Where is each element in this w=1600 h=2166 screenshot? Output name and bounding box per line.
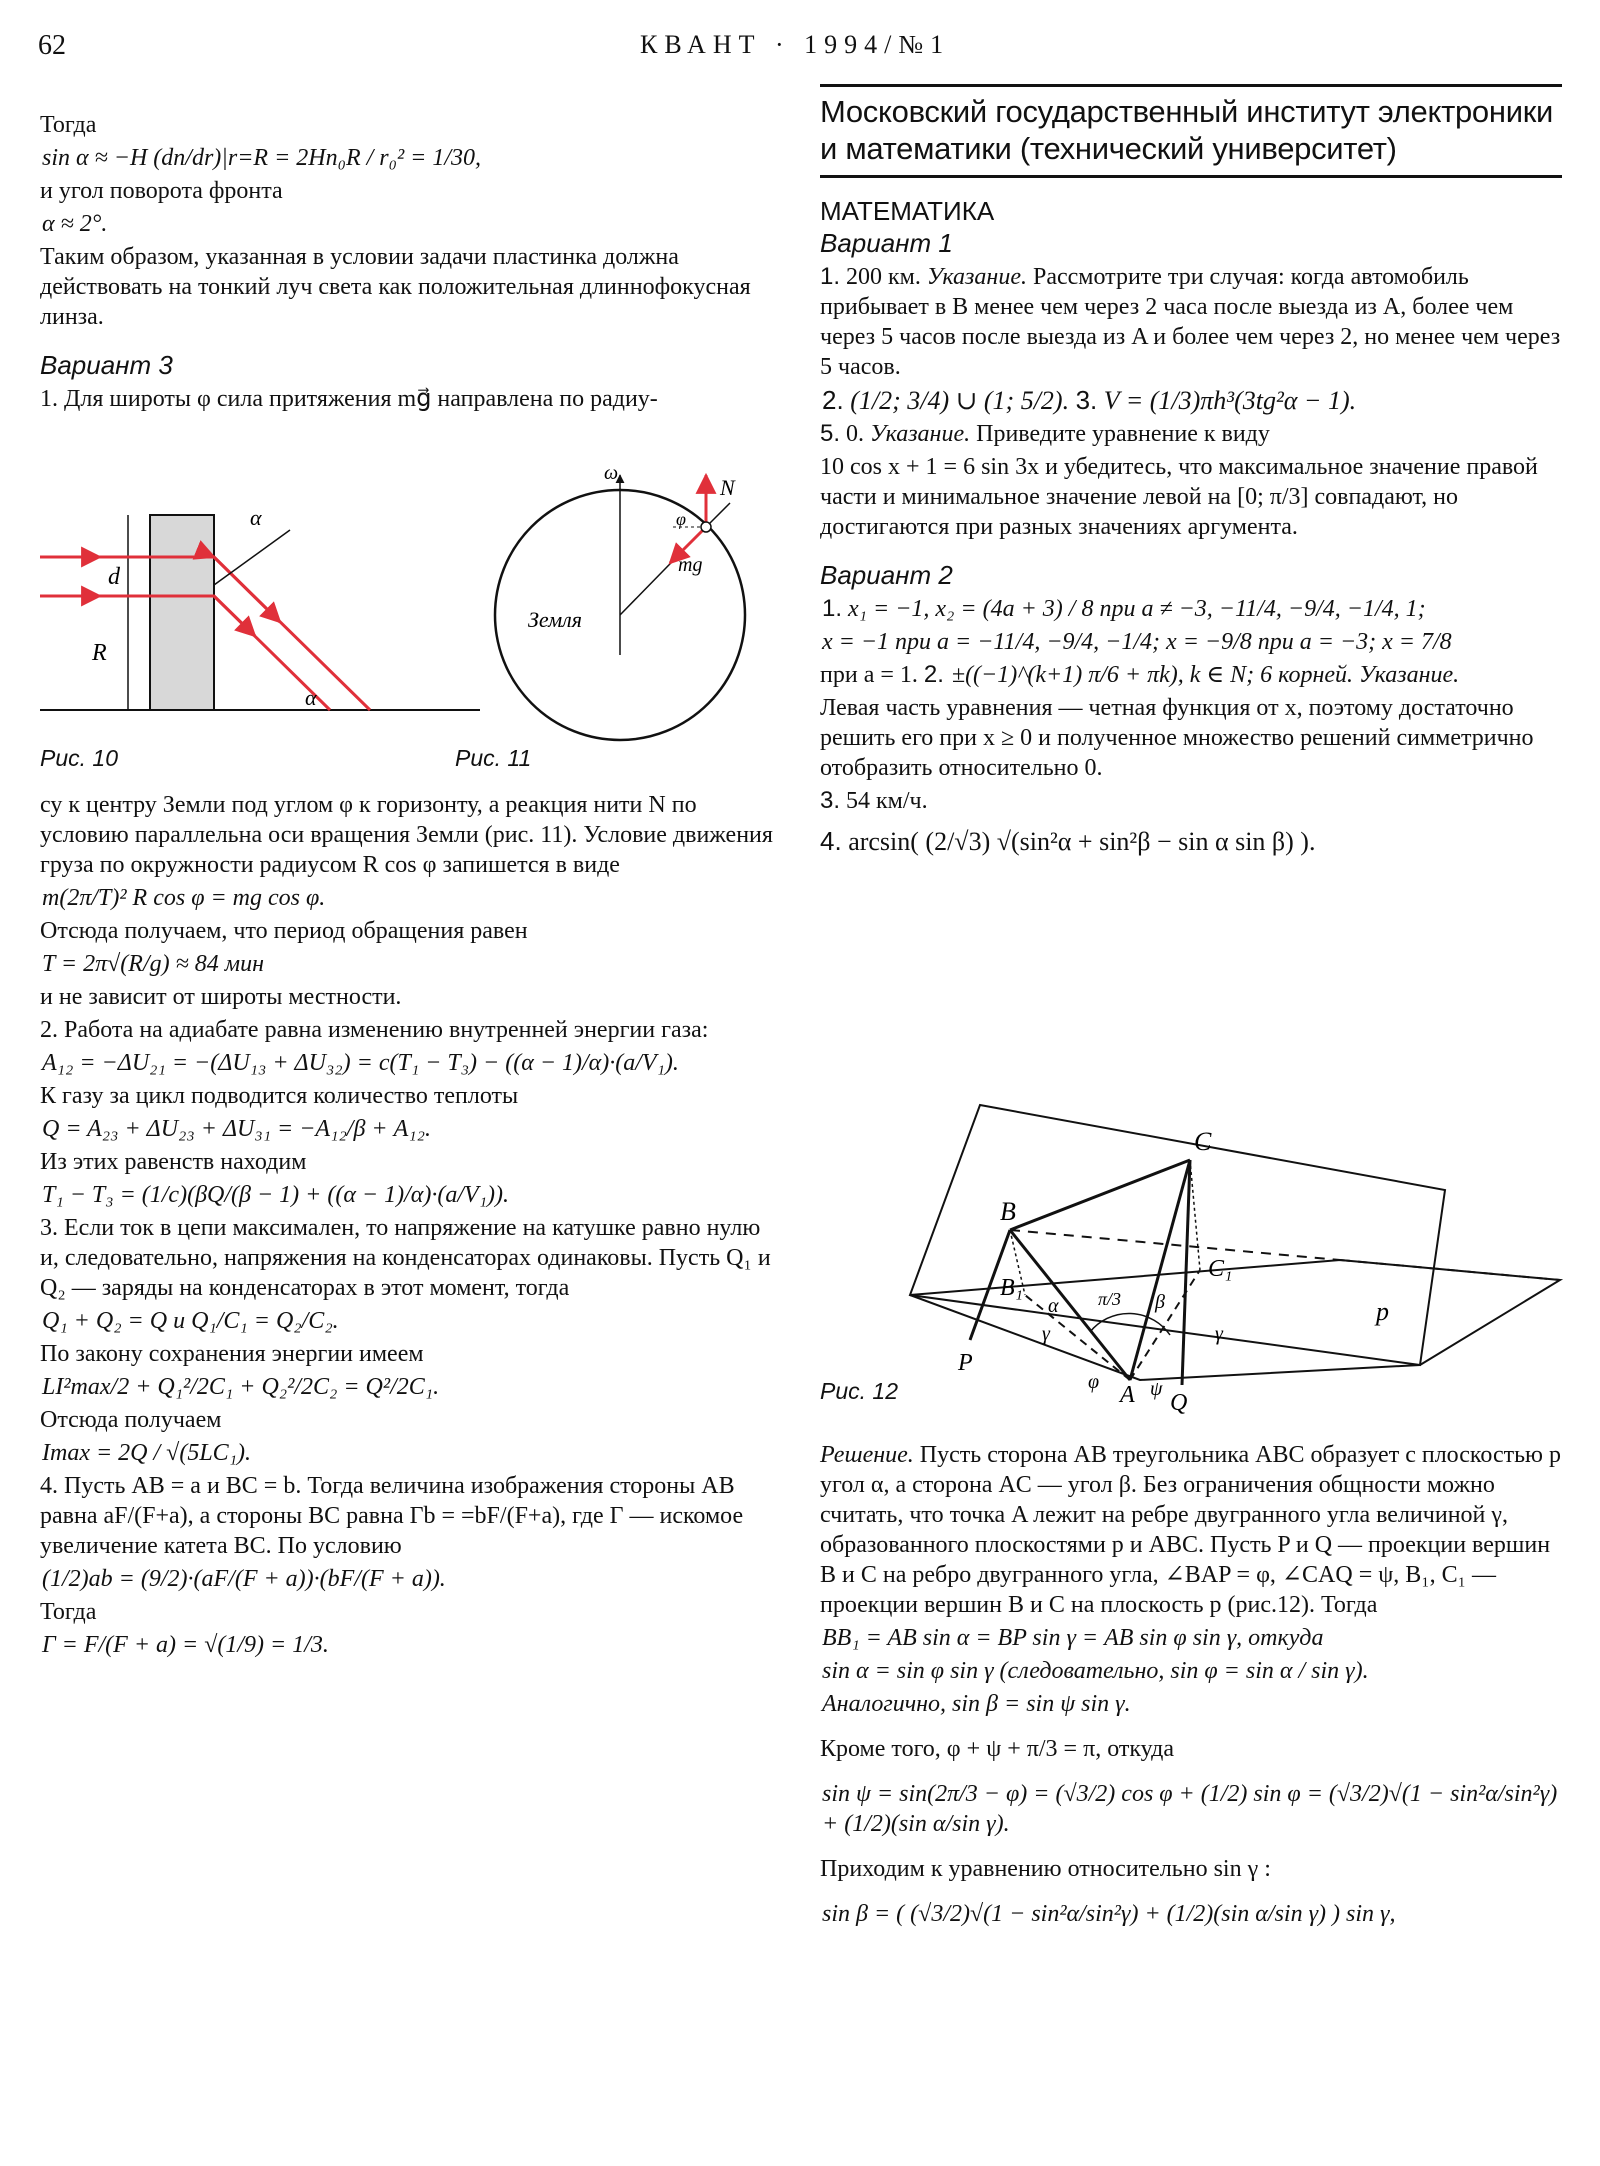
solution-sum-angles: Кроме того, φ + ψ + π/3 = π, откуда: [820, 1736, 1175, 1762]
left-column-bottom: [40, 790, 785, 1663]
glass-plate: [150, 515, 214, 710]
edge-AC: [1130, 1160, 1190, 1380]
answer-v2-1-line1: 1. x₁ = −1, x₂ = (4a + 3) / 8 при a ≠ −3, −11/4, −9/4, −1/4, 1;: [822, 595, 1426, 622]
answer-v2-1-line2: x = −1 при a = −11/4, −9/4, −1/4; x = −9/8 при a = −3; x = 7/8: [822, 629, 1452, 655]
left-column-top: [40, 110, 785, 417]
label-alpha-top: α: [250, 505, 262, 530]
formula-q: Q = A₂₃ + ΔU₂₃ + ΔU₃₁ = −A₁₂/β + A₁₂.: [42, 1116, 431, 1142]
solution-sin-psi: sin ψ = sin(2π/3 − φ) = (√3/2) cos φ + (1/2) sin φ = (√3/2)√(1 − sin²α/sin²γ) + (1/2)(sin α/sin γ).: [822, 1781, 1558, 1837]
label-A: A: [1120, 1382, 1135, 1408]
text-energy: По закону сохранения энергии имеем: [40, 1341, 424, 1367]
figure-10: [40, 490, 480, 735]
text-heat: К газу за цикл подводится количество теплоты: [40, 1083, 519, 1109]
rule-top: [820, 84, 1562, 87]
text-obtain: Отсюда получаем: [40, 1407, 222, 1433]
text-problem-4: 4. Пусть AB = a и BC = b. Тогда величина изображения стороны AB равна aF/(F+a), а стороны BC равна Γb = =bF/(F+a), где Γ — искомое увеличение катета BC. По условию: [40, 1473, 744, 1559]
text-then-2: Тогда: [40, 1599, 97, 1625]
label-phi: φ: [1088, 1371, 1100, 1393]
label-R: R: [92, 640, 107, 666]
plane-abc: [910, 1105, 1445, 1365]
formula-energy: LI²max/2 + Q₁²/2C₁ + Q₂²/2C₂ = Q²/2C₁.: [42, 1374, 440, 1400]
answer-v1-5: 5. 0. Указание. Приведите уравнение к виду: [820, 420, 1270, 447]
section-mathematics: МАТЕМАТИКА: [820, 196, 995, 226]
label-C: C: [1194, 1127, 1212, 1156]
answer-v2-3: 3. 54 км/ч.: [820, 787, 928, 814]
solution-final-equation: sin β = ( (√3/2)√(1 − sin²α/sin²γ) + (1/2)(sin α/sin γ) ) sin γ,: [822, 1901, 1396, 1927]
text-period: Отсюда получаем, что период обращения равен: [40, 918, 528, 944]
solution-sin-alpha: sin α = sin φ sin γ (следовательно, sin φ = sin α / sin γ).: [822, 1658, 1369, 1684]
text-latitude: и не зависит от широты местности.: [40, 984, 402, 1010]
formula-alpha: α ≈ 2°.: [42, 211, 108, 237]
label-alpha: α: [1048, 1295, 1059, 1317]
label-beta: β: [1155, 1291, 1165, 1313]
answer-v1-5-cont: 10 cos x + 1 = 6 sin 3x и убедитесь, что максимальное значение правой части и минимальное значение левой на [0; π/3] совпадают, но достигаются при разных значениях аргумента.: [820, 454, 1538, 540]
text-problem-2: 2. Работа на адиабате равна изменению внутренней энергии газа:: [40, 1017, 709, 1043]
text-then: Тогда: [40, 112, 97, 138]
right-column-top: [820, 84, 1562, 860]
label-B1: B₁: [1000, 1275, 1024, 1301]
formula-a12: A₁₂ = −ΔU₂₁ = −(ΔU₁₃ + ΔU₃₂) = c(T₁ − T₃) − ((α − 1)/α)·(a/V₁).: [42, 1050, 679, 1076]
answer-v2-2: при a = 1. 2. ±((−1)^(k+1) π/6 + πk), k ∈ N; 6 корней. Указание.: [820, 661, 1460, 688]
right-column-solution: [820, 1440, 1562, 1932]
formula-charges: Q₁ + Q₂ = Q и Q₁/C₁ = Q₂/C₂.: [42, 1308, 339, 1334]
label-p: p: [1376, 1297, 1389, 1326]
institute-title: Московский государственный институт электроники и математики (технический университет): [820, 94, 1553, 166]
label-psi: ψ: [1150, 1378, 1163, 1400]
text-problem-1-start: 1. Для широты φ сила притяжения mg⃗ направлена по радиу-: [40, 386, 658, 412]
text-conclusion-lens: Таким образом, указанная в условии задачи пластинка должна действовать на тонкий луч света как положительная длиннофокусная линза.: [40, 244, 751, 330]
formula-gamma: Γ = F/(F + a) = √(1/9) = 1/3.: [42, 1632, 329, 1658]
heading-variant-1: Вариант 1: [820, 228, 953, 258]
answer-v2-4: 4. arcsin( (2/√3) √(sin²α + sin²β − sin α sin β) ).: [820, 826, 1316, 856]
label-gamma-2: γ: [1215, 1323, 1223, 1345]
rule-bottom: [820, 175, 1562, 178]
formula-motion: m(2π/T)² R cos φ = mg cos φ.: [42, 885, 326, 911]
label-omega: ω: [604, 462, 619, 484]
label-N: N: [720, 475, 735, 500]
page-number: 62: [38, 30, 66, 61]
caption-fig-12: Рис. 12: [820, 1378, 898, 1404]
label-B: B: [1000, 1197, 1016, 1226]
solution-sin-beta: Аналогично, sin β = sin ψ sin γ.: [822, 1691, 1131, 1717]
heading-variant-3: Вариант 3: [40, 350, 173, 380]
text-rotation: и угол поворота фронта: [40, 178, 283, 204]
normal-line: [214, 530, 290, 585]
label-d: d: [108, 564, 120, 590]
label-alpha-bottom: α: [305, 685, 317, 710]
heading-variant-2: Вариант 2: [820, 560, 953, 590]
label-earth: Земля: [528, 607, 582, 632]
figure-12: [820, 1080, 1560, 1416]
formula-imax: Imax = 2Q / √(5LC₁).: [42, 1440, 252, 1466]
label-Q: Q: [1170, 1390, 1188, 1416]
label-C1: C₁: [1208, 1256, 1233, 1282]
label-mg: mg: [678, 554, 703, 576]
label-phi: φ: [676, 509, 686, 529]
formula-t1-t3: T₁ − T₃ = (1/c)(βQ/(β − 1) + ((α − 1)/α)·(a/V₁)).: [42, 1182, 510, 1208]
answer-v1-1: 1. 200 км. Указание. Рассмотрите три случая: когда автомобиль прибывает в B менее чем через 2 часа после выезда из A, более чем через 5 часов после выезда из A и более чем через 2, но менее чем через 5 часов.: [820, 263, 1561, 380]
formula-sin-alpha: sin α ≈ −H (dn/dr)|r=R = 2Hn₀R / r₀² = 1/30,: [42, 145, 482, 171]
text-problem-3: 3. Если ток в цепи максимален, то напряжение на катушке равно нулю и, следовательно, напряжения на конденсаторах одинаковы. Пусть Q₁ и Q₂ — заряды на конденсаторах в этот момент, тогда: [40, 1215, 771, 1301]
edge-BC: [1010, 1160, 1190, 1230]
formula-area: (1/2)ab = (9/2)·(aF/(F + a))·(bF/(F + a)).: [42, 1566, 446, 1592]
label-pi3: π/3: [1098, 1289, 1122, 1309]
label-P: P: [958, 1350, 973, 1376]
caption-fig-11: Рис. 11: [455, 745, 532, 771]
answer-v1-2-3: 2. (1/2; 3/4) ∪ (1; 5/2). 3. V = (1/3)πh³(3tg²α − 1).: [822, 385, 1357, 415]
figure-11: [480, 455, 780, 740]
solution-paragraph: Решение. Пусть сторона AB треугольника ABC образует с плоскостью p угол α, а сторона AC — угол β. Без ограничения общности можно считать, что точка A лежит на ребре двугранного угла величиной γ, образованного плоскостями p и ABC. Пусть P и Q — проекции вершин B и C на ребро двугранного угла, ∠BAP = φ, ∠CAQ = ψ, B₁, C₁ — проекции вершин B и C на плоскость p (рис.12). Тогда: [820, 1442, 1561, 1618]
answer-v2-2-hint: Левая часть уравнения — четная функция от x, поэтому достаточно решить его при x ≥ 0 и полученное множество решений симметрично отобразить относительно 0.: [820, 695, 1534, 781]
text-find: Из этих равенств находим: [40, 1149, 307, 1175]
text-problem-1-cont: су к центру Земли под углом φ к горизонту, а реакция нити N по условию параллельна оси вращения Земли (рис. 11). Условие движения груза по окружности радиусом R cos φ запишется в виде: [40, 792, 773, 878]
solution-bb1: BB₁ = AB sin α = BP sin γ = AB sin φ sin γ, откуда: [822, 1625, 1324, 1651]
journal-header: КВАНТ · 1994/№1: [640, 30, 951, 59]
formula-period: T = 2π√(R/g) ≈ 84 мин: [42, 951, 265, 977]
solution-equation-intro: Приходим к уравнению относительно sin γ :: [820, 1856, 1271, 1882]
caption-fig-10: Рис. 10: [40, 745, 118, 771]
label-gamma-1: γ: [1042, 1323, 1050, 1345]
